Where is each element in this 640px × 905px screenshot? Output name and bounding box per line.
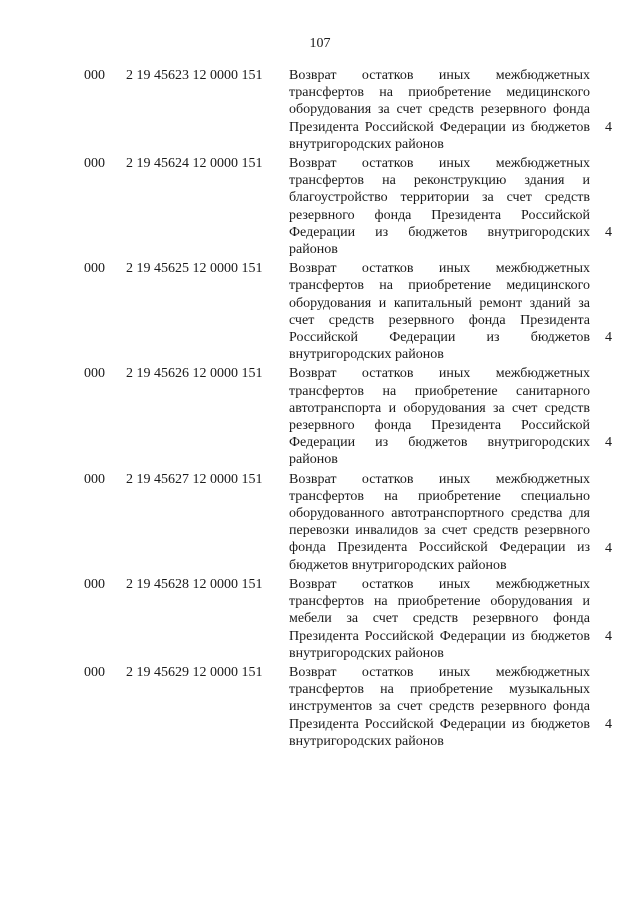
table-row <box>84 365 620 468</box>
row-value: 4 <box>605 628 612 644</box>
admin-code: 000 <box>84 366 105 382</box>
row-value: 4 <box>605 330 612 346</box>
budget-table <box>84 67 620 752</box>
budget-classification-code: 2 19 45627 12 0000 151 <box>126 471 263 487</box>
row-value: 4 <box>605 435 612 451</box>
admin-code: 000 <box>84 261 105 277</box>
income-description: Возврат остатков иных межбюджетных трансфертов на приобретение медицинского оборудования за счет средств резервного фонда Президента Российской Федерации из бюджетов внутригородских районов <box>289 68 590 152</box>
row-value: 4 <box>605 119 612 135</box>
income-description: Возврат остатков иных межбюджетных трансфертов на реконструкцию здания и благоустройство территории за счет средств резервного фонда Президента Российской Федерации из бюджетов внутригородских районов <box>289 156 590 258</box>
admin-code: 000 <box>84 664 105 680</box>
income-description: Возврат остатков иных межбюджетных трансфертов на приобретение музыкальных инструментов за счет средств резервного фонда Президента Российской Федерации из бюджетов внутригородских районов <box>289 664 590 749</box>
income-description: Возврат остатков иных межбюджетных трансфертов на приобретение специально оборудованного автотранспортного средства для перевозки инвалидов за счет средств резервного фонда Президента Российской Федерации из бюджетов внутригородских районов <box>289 471 590 573</box>
budget-classification-code: 2 19 45626 12 0000 151 <box>126 366 263 382</box>
budget-classification-code: 2 19 45623 12 0000 151 <box>126 68 263 83</box>
table-row <box>84 471 620 574</box>
admin-code: 000 <box>84 156 105 172</box>
admin-code: 000 <box>84 576 105 592</box>
admin-code: 000 <box>84 471 105 487</box>
table-row <box>84 576 620 662</box>
income-description: Возврат остатков иных межбюджетных трансфертов на приобретение оборудования и мебели за счет средств резервного фонда Президента Российской Федерации из бюджетов внутригородских районов <box>289 576 590 661</box>
budget-classification-code: 2 19 45625 12 0000 151 <box>126 261 263 277</box>
table-row <box>84 67 620 153</box>
budget-classification-code: 2 19 45628 12 0000 151 <box>126 576 263 592</box>
row-value: 4 <box>605 225 612 241</box>
table-row <box>84 664 620 750</box>
table-row <box>84 155 620 258</box>
budget-classification-code: 2 19 45624 12 0000 151 <box>126 156 263 172</box>
row-value: 4 <box>605 540 612 556</box>
page-number: 107 <box>309 36 331 51</box>
budget-classification-code: 2 19 45629 12 0000 151 <box>126 664 263 680</box>
table-row <box>84 260 620 363</box>
row-value: 4 <box>605 716 612 732</box>
income-description: Возврат остатков иных межбюджетных трансфертов на приобретение санитарного автотранспорта и оборудования за счет средств резервного фонда Президента Российской Федерации из бюджетов внутригородских районов <box>289 366 590 468</box>
income-description: Возврат остатков иных межбюджетных трансфертов на приобретение медицинского оборудования и капитальный ремонт зданий за счет средств резервного фонда Президента Российской Федерации из бюджетов внутригородских районов <box>289 261 590 363</box>
admin-code: 000 <box>84 68 105 83</box>
